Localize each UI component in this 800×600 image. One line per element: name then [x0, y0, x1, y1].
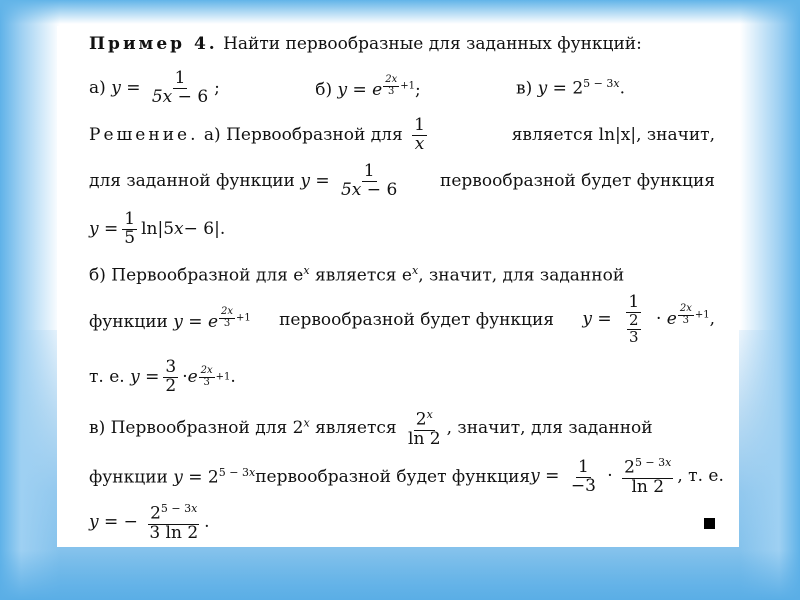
task-c: в) $y = 2^{5 - 3x}$.: [516, 77, 625, 99]
tasks-line: [89, 64, 715, 112]
example-label: Пример 4.: [89, 34, 218, 54]
fraction: $\frac{1}{5}$: [124, 208, 136, 248]
fraction: $\frac{1}{5x - 6}$: [340, 160, 398, 200]
solution-c-line1: в) Первообразной для 2$^x$ является $\frac{2^x}{\ln 2}$ , значит, для заданной: [89, 408, 653, 449]
solution-label: Решение.: [89, 124, 199, 145]
fraction: $\frac{1}{\frac{2}{3}}$: [628, 292, 640, 346]
solution-b-line2: функции y = e $\frac{2x}{3}$ +1 первообразной будет функция y = $\frac{1}{\frac{2}{3}}$ · e $\frac{2x}{3}$ +1,: [89, 292, 715, 346]
solution-a-line1: Решение. а) Первообразной для $\frac{1}{x}$ является ln|x|, значит,: [89, 114, 715, 154]
solution-c-result: y = − $\frac{2^{5 - 3x}}{3 \ln 2}$ .: [89, 500, 715, 546]
solution-a-result: y = $\frac{1}{5}$ ln|5 x − 6|.: [89, 208, 226, 248]
fraction: $\frac{3}{2}$: [165, 356, 177, 396]
solution-c-line2: функции $y = 2^{5 - 3x}$ первообразной будет функция y = $\frac{1}{-3}$ · $\frac{2^{5 - 3x}}{\ln 2}$ , т. е.: [89, 456, 724, 497]
fraction: $\frac{1}{x}$: [414, 114, 425, 154]
solution-b-line1: б) Первообразной для $e^x$ является $e^x$, значит, для заданной: [89, 264, 625, 286]
fraction: $\frac{2^{5 - 3x}}{\ln 2}$: [624, 456, 672, 497]
document-page: [57, 26, 739, 547]
qed-square-icon: [704, 518, 715, 529]
fraction: $\frac{1}{5x - 6}$: [151, 67, 209, 107]
example-title: [89, 34, 715, 54]
task-b: б) y = e $\frac{2x}{3}$ +1;: [315, 74, 421, 101]
example-task: Найти первообразные для заданных функций:: [223, 34, 642, 54]
solution-b-result: т. е. y = $\frac{3}{2}$ · e $\frac{2x}{3}$ +1 .: [89, 356, 236, 396]
solution-a-line2: для заданной функции y = $\frac{1}{5x - 6}$ первообразной будет функция: [89, 160, 715, 200]
fraction: $\frac{2^x}{\ln 2}$: [408, 408, 441, 449]
fraction: $\frac{2^{5 - 3x}}{3 \ln 2}$: [149, 502, 199, 543]
task-a: а) y = $\frac{1}{5x - 6}$ ;: [89, 67, 220, 107]
fraction: $\frac{1}{-3}$: [570, 456, 596, 496]
